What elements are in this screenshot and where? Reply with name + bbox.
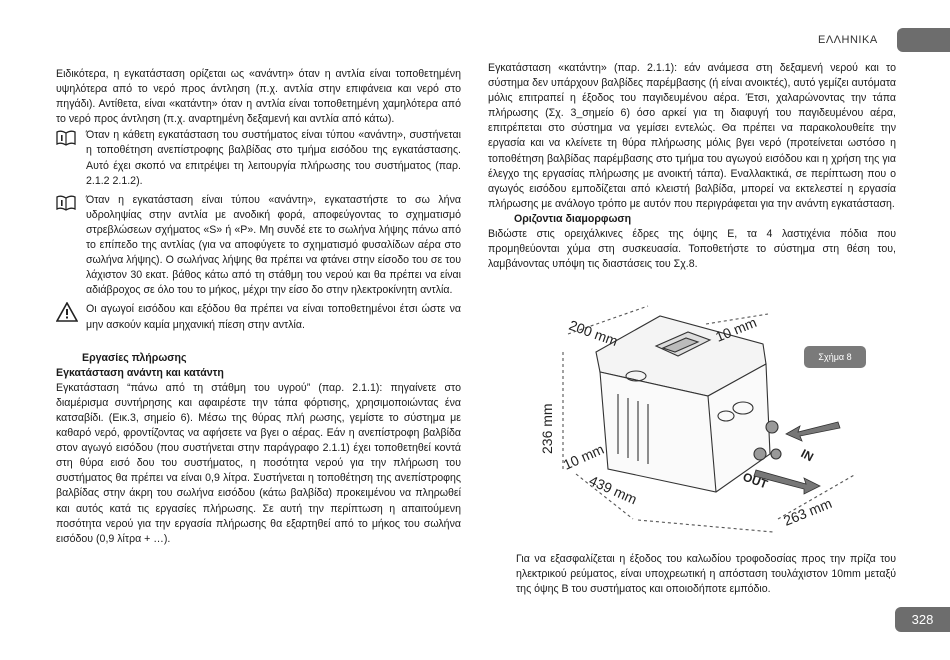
in-label: IN <box>798 446 816 465</box>
right-column <box>488 61 896 272</box>
dim-263: 263 mm <box>781 494 835 529</box>
left-column <box>56 67 461 547</box>
out-label: OUT <box>740 469 770 492</box>
dim-10-top: 10 mm <box>713 313 759 345</box>
dim-200: 200 mm <box>566 316 620 350</box>
dim-439: 439 mm <box>586 472 640 508</box>
warning-note <box>56 302 461 332</box>
filling-paragraph: Εγκατάσταση “πάνω από τη στάθμη του υγρού” (παρ. 2.1.1): πηγαίνετε στο διαμέρισμα συντήρησης και αφαιρέστε την τάπα φόρτισης, χρησιμοποιώντας ένα κατσαβίδι. (Εικ.3, σημείο 6). Μέσω της θύρας πλή ρωσης, γεμίστε το σύστημα με καθαρό νερό, φροντίζοντας να αφήσετε να βγει ο αέρας. Εάν η ανεπίστροφη βαλβίδα στον αγωγό εισόδου (που συστήνεται στην παράγραφο 2.1.1) έχει τοποθετηθεί κοντά στη θύρα εισό δου του συστήματος, η ποσότητα νερού για την πλήρωση του συστήματος θα πρέπει να είναι 0,9 λίτρα. Συστήνεται η τοποθέτηση της ανεπίστροφης βαλβίδας στην άκρη του σωλήνα εισόδου (κάτω βαλβίδα) προκειμένου να πληρωθεί και αυτός κατά τις εργασίες πλήρωσης. Σε αυτή την περίπτωση η απαιτούμενη ποσότητα νερού για την εργασία πλήρωσης θα εξαρτηθεί από το μήκος του σωλήνα εισόδου (0,9 λίτρα + …). <box>56 381 461 545</box>
note-2 <box>56 193 461 299</box>
horizontal-heading: Οριζοντια διαμορφωση <box>514 212 632 225</box>
note-2-text: Όταν η εγκατάσταση είναι τύπου «ανάντη», εγκαταστήστε το σω λήνα υδροληψίας στην αντλία με ανοδική φορά, αποφεύγοντας το σχηματισμό στρεβλώσεων σχήματος «S» ή «P». Μη συνδέ ετε το σωλήνα λήψης πάνω από το επίπεδο της αντλίας (για να αποφύγετε το σχηματισμό φυσαλίδων αέρα στο σωλήνα λήψης). Ο σωλήνας λήψης θα πρέπει να φτάνει στην είσοδο του σε του λάχιστον 30 εκατ. βάθος κάτω από τη στάθμη του νερού και θα πρέπει να είναι αδιάβροχος σε όλο του το μήκος, μέχρι την είσο δο στην ηλεκτροκίνητη αντλία. <box>86 193 461 297</box>
downstream-paragraph: Εγκατάσταση «κατάντη» (παρ. 2.1.1): εάν ανάμεσα στη δεξαμενή νερού και το σύστημα δεν υπάρχουν βαλβίδες παρέμβασης (ή είναι ανοικτές), αυτό γεμίζει αυτόματα μόλις επιτραπεί η έξοδος του παγιδευμένου αέρα. Έτσι, χαλαρώνοντας την τάπα πλήρωσης (Σχ. 3_σημείο 6) όσο αρκεί για τη διαφυγή του παγιδευμένου αέρα, επιτρέπεται στο σύστημα να γεμίσει εντελώς. Θα πρέπει να παρακολουθείτε την εργασία και να κλείνετε τη θύρα πλήρωσης μόλις βγει νερό (προτείνεται ωστόσο η τοποθέτηση βαλβίδας παρέμβασης στο τμήμα του αγωγού εισόδου και η χρήση της για έλεγχο της εργασίας πλήρωσης με ανοικτή τάπα). Εναλλακτικά, σε περίπτωση που ο αγωγός εισόδου εμποδίζεται από κλειστή βαλβίδα, μπορεί να εκτελεστεί η εργασία πλήρωσης με ανάλογο τρόπο με αυτόν που περιγράφεται για την ανάντη εγκατάσταση. <box>488 62 896 210</box>
intro-paragraph: Ειδικότερα, η εγκατάσταση ορίζεται ως «ανάντη» όταν η αντλία είναι τοποθετημένη υψηλότερα από το νερό προς άντληση (π.χ. αντλία στην επιφάνεια και νερό στο πηγάδι). Αντίθετα, είναι «κατάντη» όταν η αντλία είναι τοποθετημένη χαμηλότερα από το νερό προς άντληση (π.χ. αναρτημένη δεξαμενή και αντλία από κάτω). <box>56 68 461 126</box>
install-heading: Εγκατάσταση ανάντη και κατάντη <box>56 366 224 379</box>
warning-text: Οι αγωγοί εισόδου και εξόδου θα πρέπει να είναι τοποθετημένοι έτσι ώστε να μην ασκούν καμία μηχανική πίεση στην αντλία. <box>86 303 461 331</box>
pump-diagram <box>538 304 868 534</box>
note-1-text: Όταν η κάθετη εγκατάσταση του συστήματος είναι τύπου «ανάντη», συστήνεται η τοποθέτηση ανεπίστροφης βαλβίδας στο τμήμα εισόδου της εγκατάστασης. Αυτό έχει σκοπό να επιτρέψει τη λειτουργία πλήρωσης του συστήματος (παρ. 2.1.2 2.1.2). <box>86 129 461 187</box>
horizontal-paragraph: Βιδώστε στις ορειχάλκινες έδρες της όψης Ε, τα 4 λαστιχένια πόδια που προμηθεύονται χύμα στη συσκευασία. Τοποθετήστε το σύστημα στη θέση του, λαμβάνοντας υπόψη τις διαστάσεις του Σχ.8. <box>488 228 896 271</box>
dim-236: 236 mm <box>539 403 555 454</box>
language-label: ΕΛΛΗΝΙΚΑ <box>818 34 878 46</box>
cable-paragraph: Για να εξασφαλίζεται η έξοδος του καλωδίου τροφοδοσίας προς την πρίζα του ηλεκτρικού ρεύματος, είναι υποχρεωτική η απόσταση τουλάχιστον 10mm μεταξύ της όψης Β του συστήματος και οποιοδήποτε εμπόδιο. <box>516 552 896 595</box>
page-number: 328 <box>895 607 950 632</box>
warning-icon <box>56 302 78 332</box>
note-1 <box>56 128 461 188</box>
book-icon <box>56 128 78 188</box>
language-tab <box>897 28 950 52</box>
figure-label: Σχήμα 8 <box>804 346 866 368</box>
dim-10-left: 10 mm <box>560 440 607 473</box>
book-icon <box>56 193 78 299</box>
filling-heading: Εργασίες πλήρωσης <box>82 351 187 364</box>
figure-8 <box>538 304 868 534</box>
